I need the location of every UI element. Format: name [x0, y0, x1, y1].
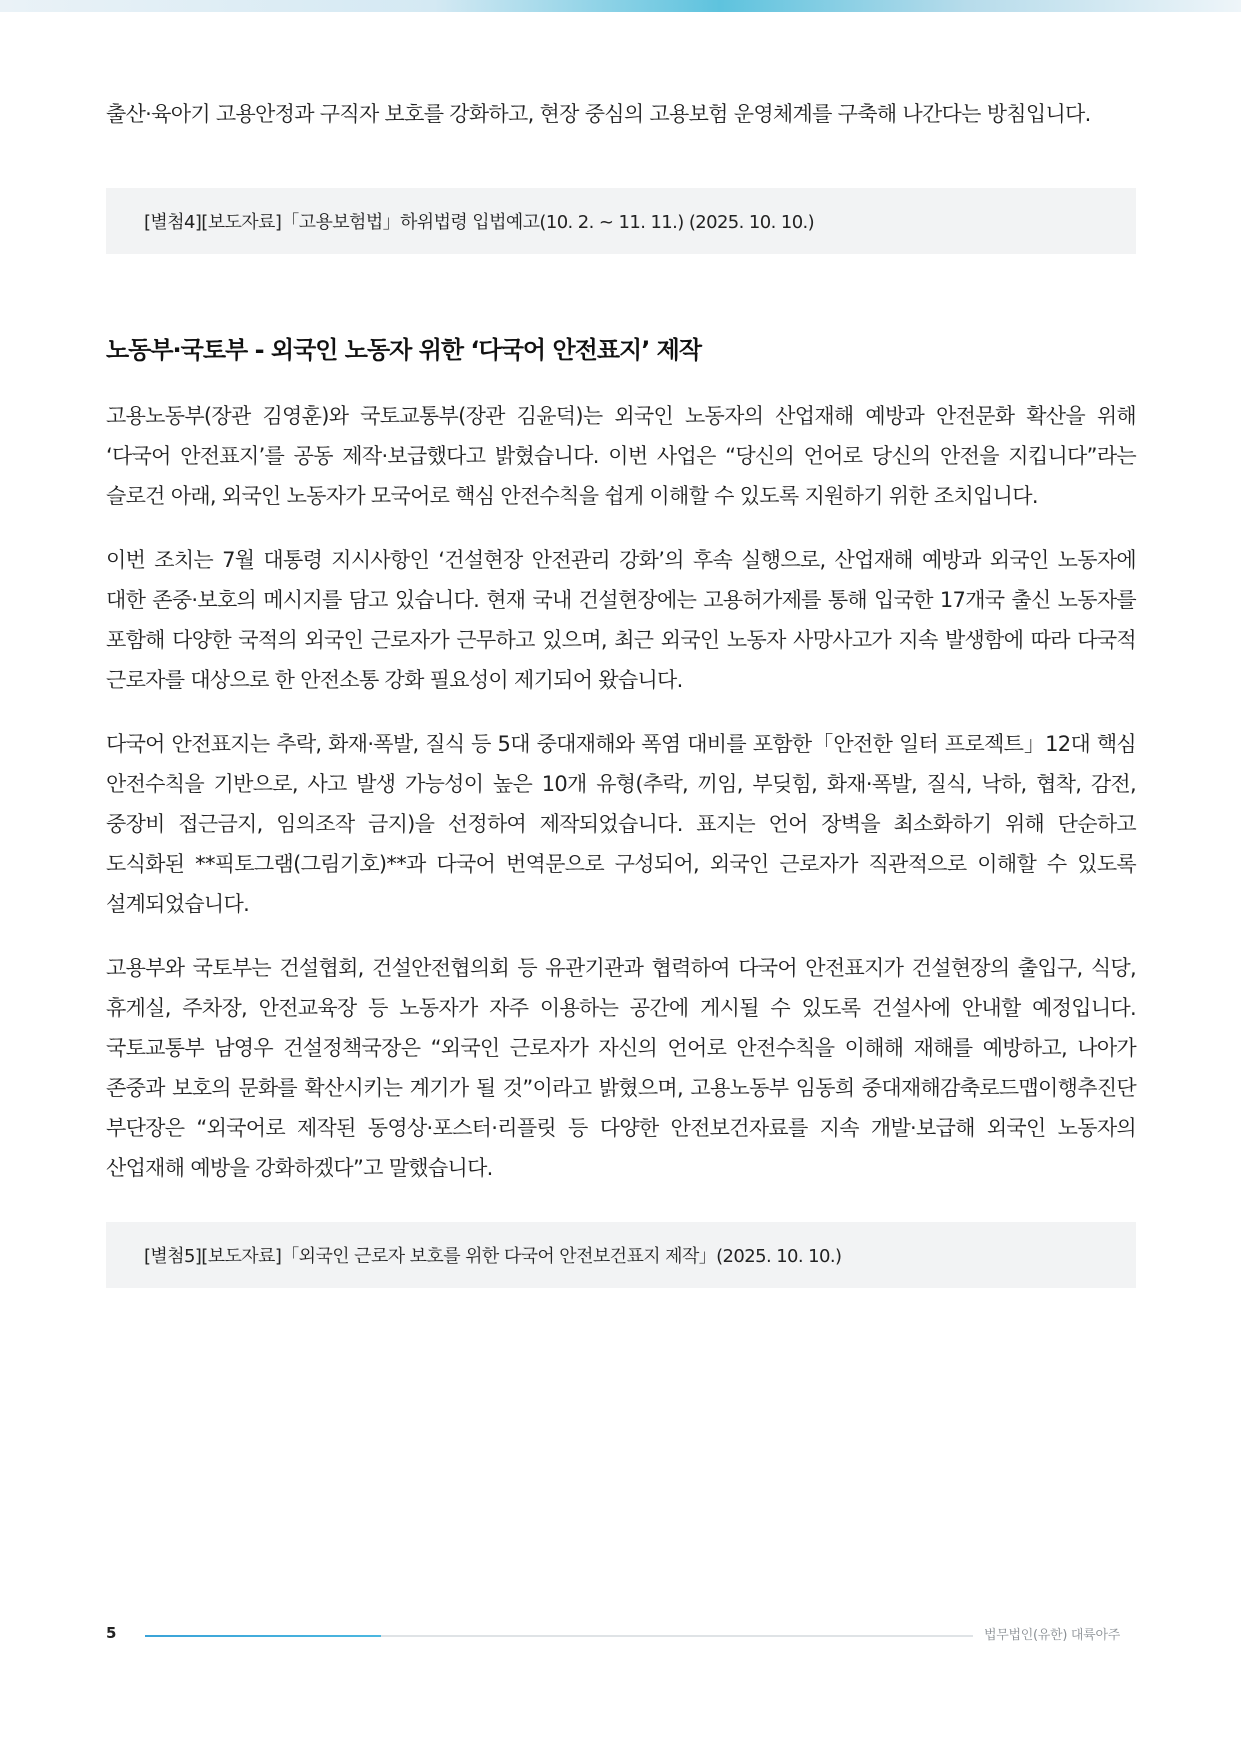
body-paragraph-4: 고용부와 국토부는 건설협회, 건설안전협의회 등 유관기관과 협력하여 다국어 안전표지가 건설현장의 출입구, 식당, 휴게실, 주차장, 안전교육장 등 노동자가 자주 이용하는 공간에 게시될 수 있도록 건설사에 안내할 예정입니다. 국토교통부 남영우 건설정책국장은 “외국인 근로자가 자신의 언어로 안전수칙을 이해해 재해를 예방하고, 나아가 존중과 보호의 문화를 확산시키는 계기가 될 것”이라고 밝혔으며, 고용노동부 임동희 중대재해감축로드맵이행추진단 부단장은 “외국어로 제작된 동영상·포스터·리플릿 등 다양한 안전보건자료를 지속 개발·보급해 외국인 노동자의 산업재해 예방을 강화하겠다”고 말했습니다. — [106, 956, 1136, 1180]
body-paragraph-3: 다국어 안전표지는 추락, 화재·폭발, 질식 등 5대 중대재해와 폭염 대비를 포함한「안전한 일터 프로젝트」12대 핵심 안전수칙을 기반으로, 사고 발생 가능성이 높은 10개 유형(추락, 끼임, 부딪힘, 화재·폭발, 질식, 낙하, 협착, 감전, 중장비 접근금지, 임의조작 금지)을 선정하여 제작되었습니다. 표지는 언어 장벽을 최소화하기 위해 단순하고 도식화된 **픽토그램(그림기호)**과 다국어 번역문으로 구성되어, 외국인 근로자가 직관적으로 이해할 수 있도록 설계되었습니다. — [106, 732, 1136, 916]
footer-divider — [145, 1635, 973, 1637]
firm-name: 법무법인(유한) 대륙아주 — [984, 1628, 1120, 1643]
page-content — [106, 94, 1136, 1288]
page-number: 5 — [106, 1624, 117, 1642]
reference-text-1: [별첨4][보도자료]「고용보험법」하위법령 입법예고(10. 2. ~ 11. 11.) (2025. 10. 10.) — [144, 212, 815, 233]
reference-box-2 — [106, 1222, 1136, 1288]
section-title: 노동부·국토부 - 외국인 노동자 위한 ‘다국어 안전표지’ 제작 — [106, 336, 702, 364]
body-paragraph-2: 이번 조치는 7월 대통령 지시사항인 ‘건설현장 안전관리 강화’의 후속 실행으로, 산업재해 예방과 외국인 노동자에 대한 존중·보호의 메시지를 담고 있습니다. 현재 국내 건설현장에는 고용허가제를 통해 입국한 17개국 출신 노동자를 포함해 다양한 국적의 외국인 근로자가 근무하고 있으며, 최근 외국인 노동자 사망사고가 지속 발생함에 따라 다국적 근로자를 대상으로 한 안전소통 강화 필요성이 제기되어 왔습니다. — [106, 548, 1136, 692]
intro-paragraph: 출산·육아기 고용안정과 구직자 보호를 강화하고, 현장 중심의 고용보험 운영체계를 구축해 나간다는 방침입니다. — [106, 102, 1091, 126]
footer-divider-accent — [145, 1635, 381, 1637]
reference-box-1 — [106, 188, 1136, 254]
reference-text-2: [별첨5][보도자료]「외국인 근로자 보호를 위한 다국어 안전보건표지 제작」(2025. 10. 10.) — [144, 1246, 842, 1267]
body-paragraph-1: 고용노동부(장관 김영훈)와 국토교통부(장관 김윤덕)는 외국인 노동자의 산업재해 예방과 안전문화 확산을 위해 ‘다국어 안전표지’를 공동 제작·보급했다고 밝혔습니다. 이번 사업은 “당신의 언어로 당신의 안전을 지킵니다”라는 슬로건 아래, 외국인 노동자가 모국어로 핵심 안전수칙을 쉽게 이해할 수 있도록 지원하기 위한 조치입니다. — [106, 404, 1136, 508]
page-footer — [0, 1622, 1241, 1652]
top-gradient-bar — [0, 0, 1241, 12]
